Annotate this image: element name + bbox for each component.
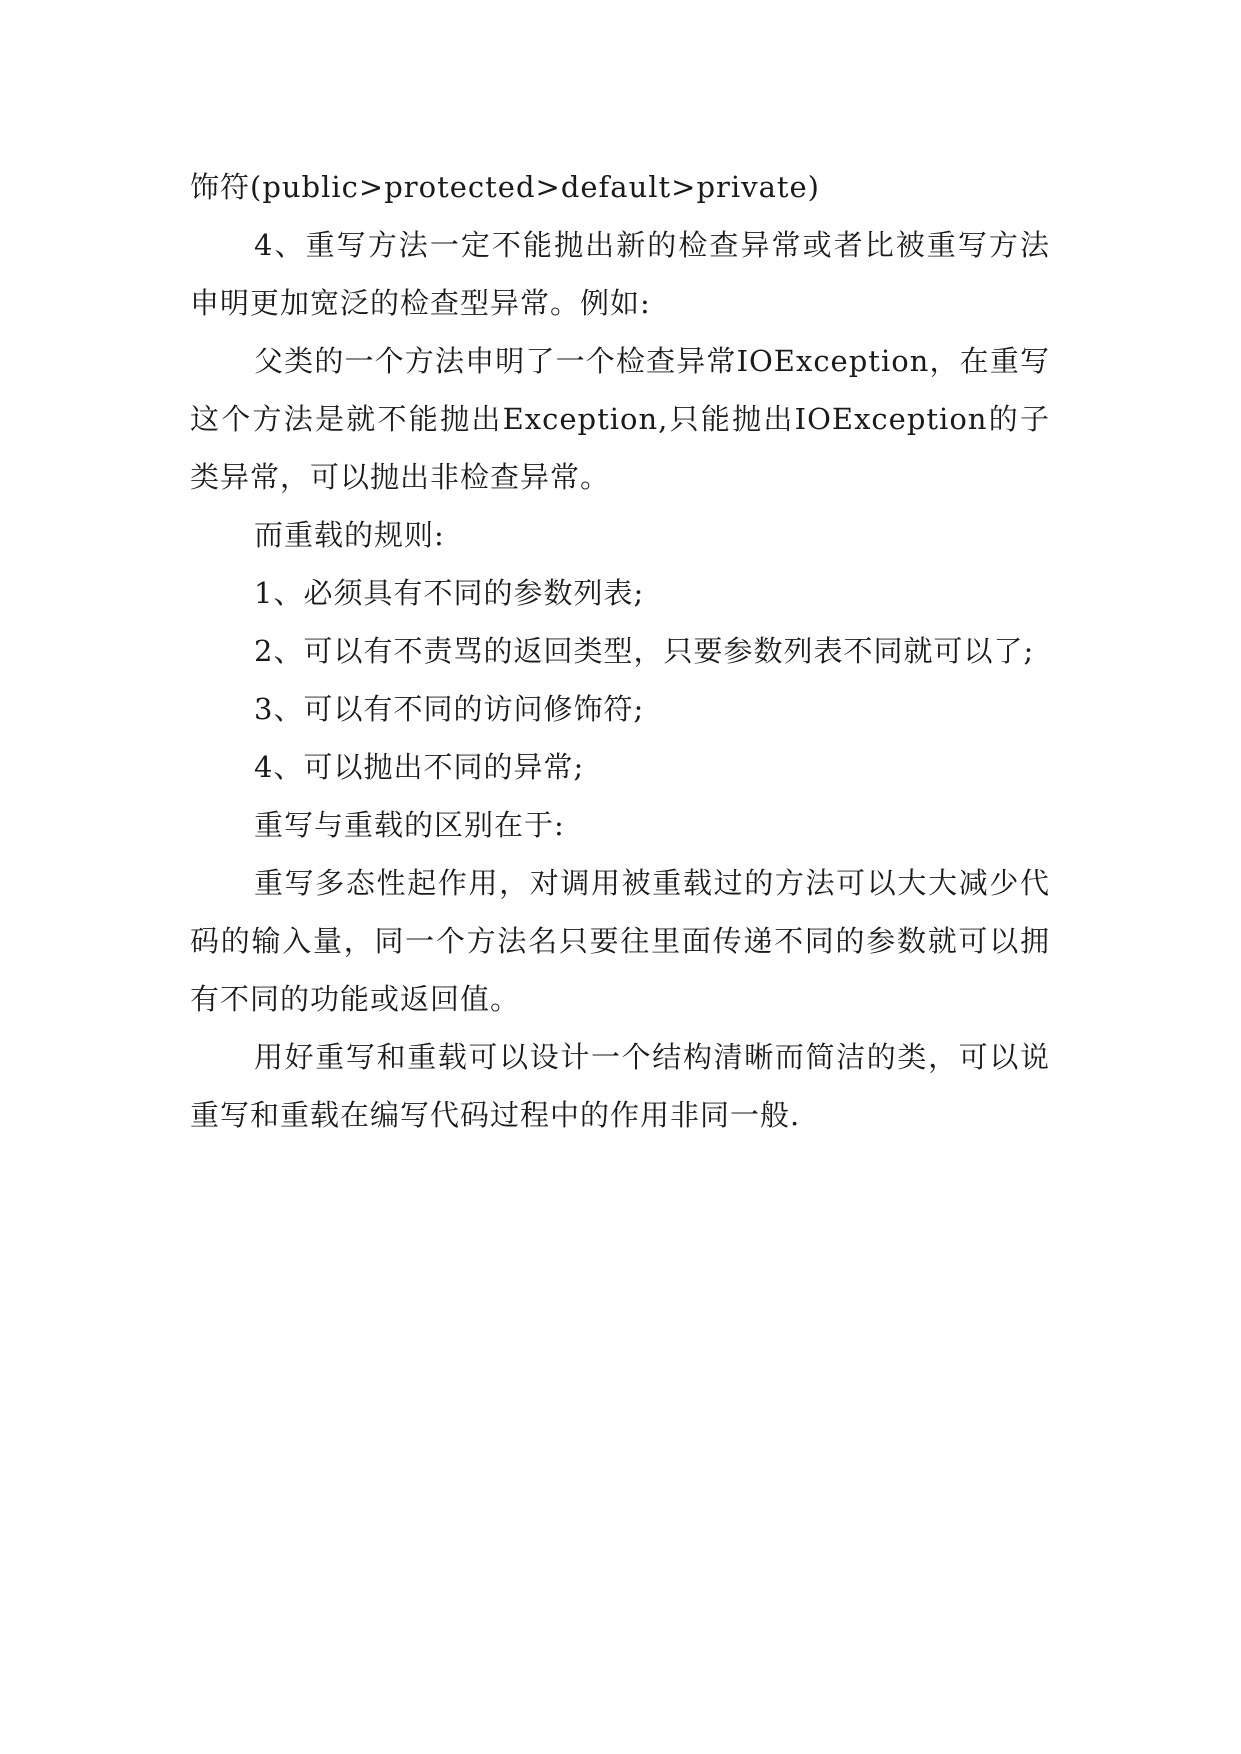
paragraph-conclusion: 用好重写和重载可以设计一个结构清晰而简洁的类，可以说重写和重载在编写代码过程中的作用非同一般.	[190, 1040, 1050, 1132]
paragraph-overload-rule-1: 1、必须具有不同的参数列表;	[254, 576, 645, 610]
paragraph-overload-rules-heading: 而重载的规则:	[254, 518, 445, 552]
paragraph-overload-rule-2: 2、可以有不责骂的返回类型，只要参数列表不同就可以了;	[254, 634, 1035, 668]
paragraph-modifier-order: 饰符(public>protected>default>private)	[190, 170, 820, 204]
document-body	[190, 158, 1050, 1144]
paragraph-overload-rule-3: 3、可以有不同的访问修饰符;	[254, 692, 645, 726]
paragraph-overload-rule-4: 4、可以抛出不同的异常;	[254, 750, 585, 784]
paragraph-override-rule-4: 4、重写方法一定不能抛出新的检查异常或者比被重写方法申明更加宽泛的检查型异常。例如:	[190, 228, 1050, 320]
paragraph-difference-heading: 重写与重载的区别在于:	[254, 808, 565, 842]
paragraph-difference-explanation: 重写多态性起作用，对调用被重载过的方法可以大大减少代码的输入量，同一个方法名只要往里面传递不同的参数就可以拥有不同的功能或返回值。	[190, 866, 1050, 1016]
paragraph-override-example: 父类的一个方法申明了一个检查异常IOException，在重写这个方法是就不能抛出Exception,只能抛出IOException的子类异常，可以抛出非检查异常。	[190, 344, 1050, 494]
